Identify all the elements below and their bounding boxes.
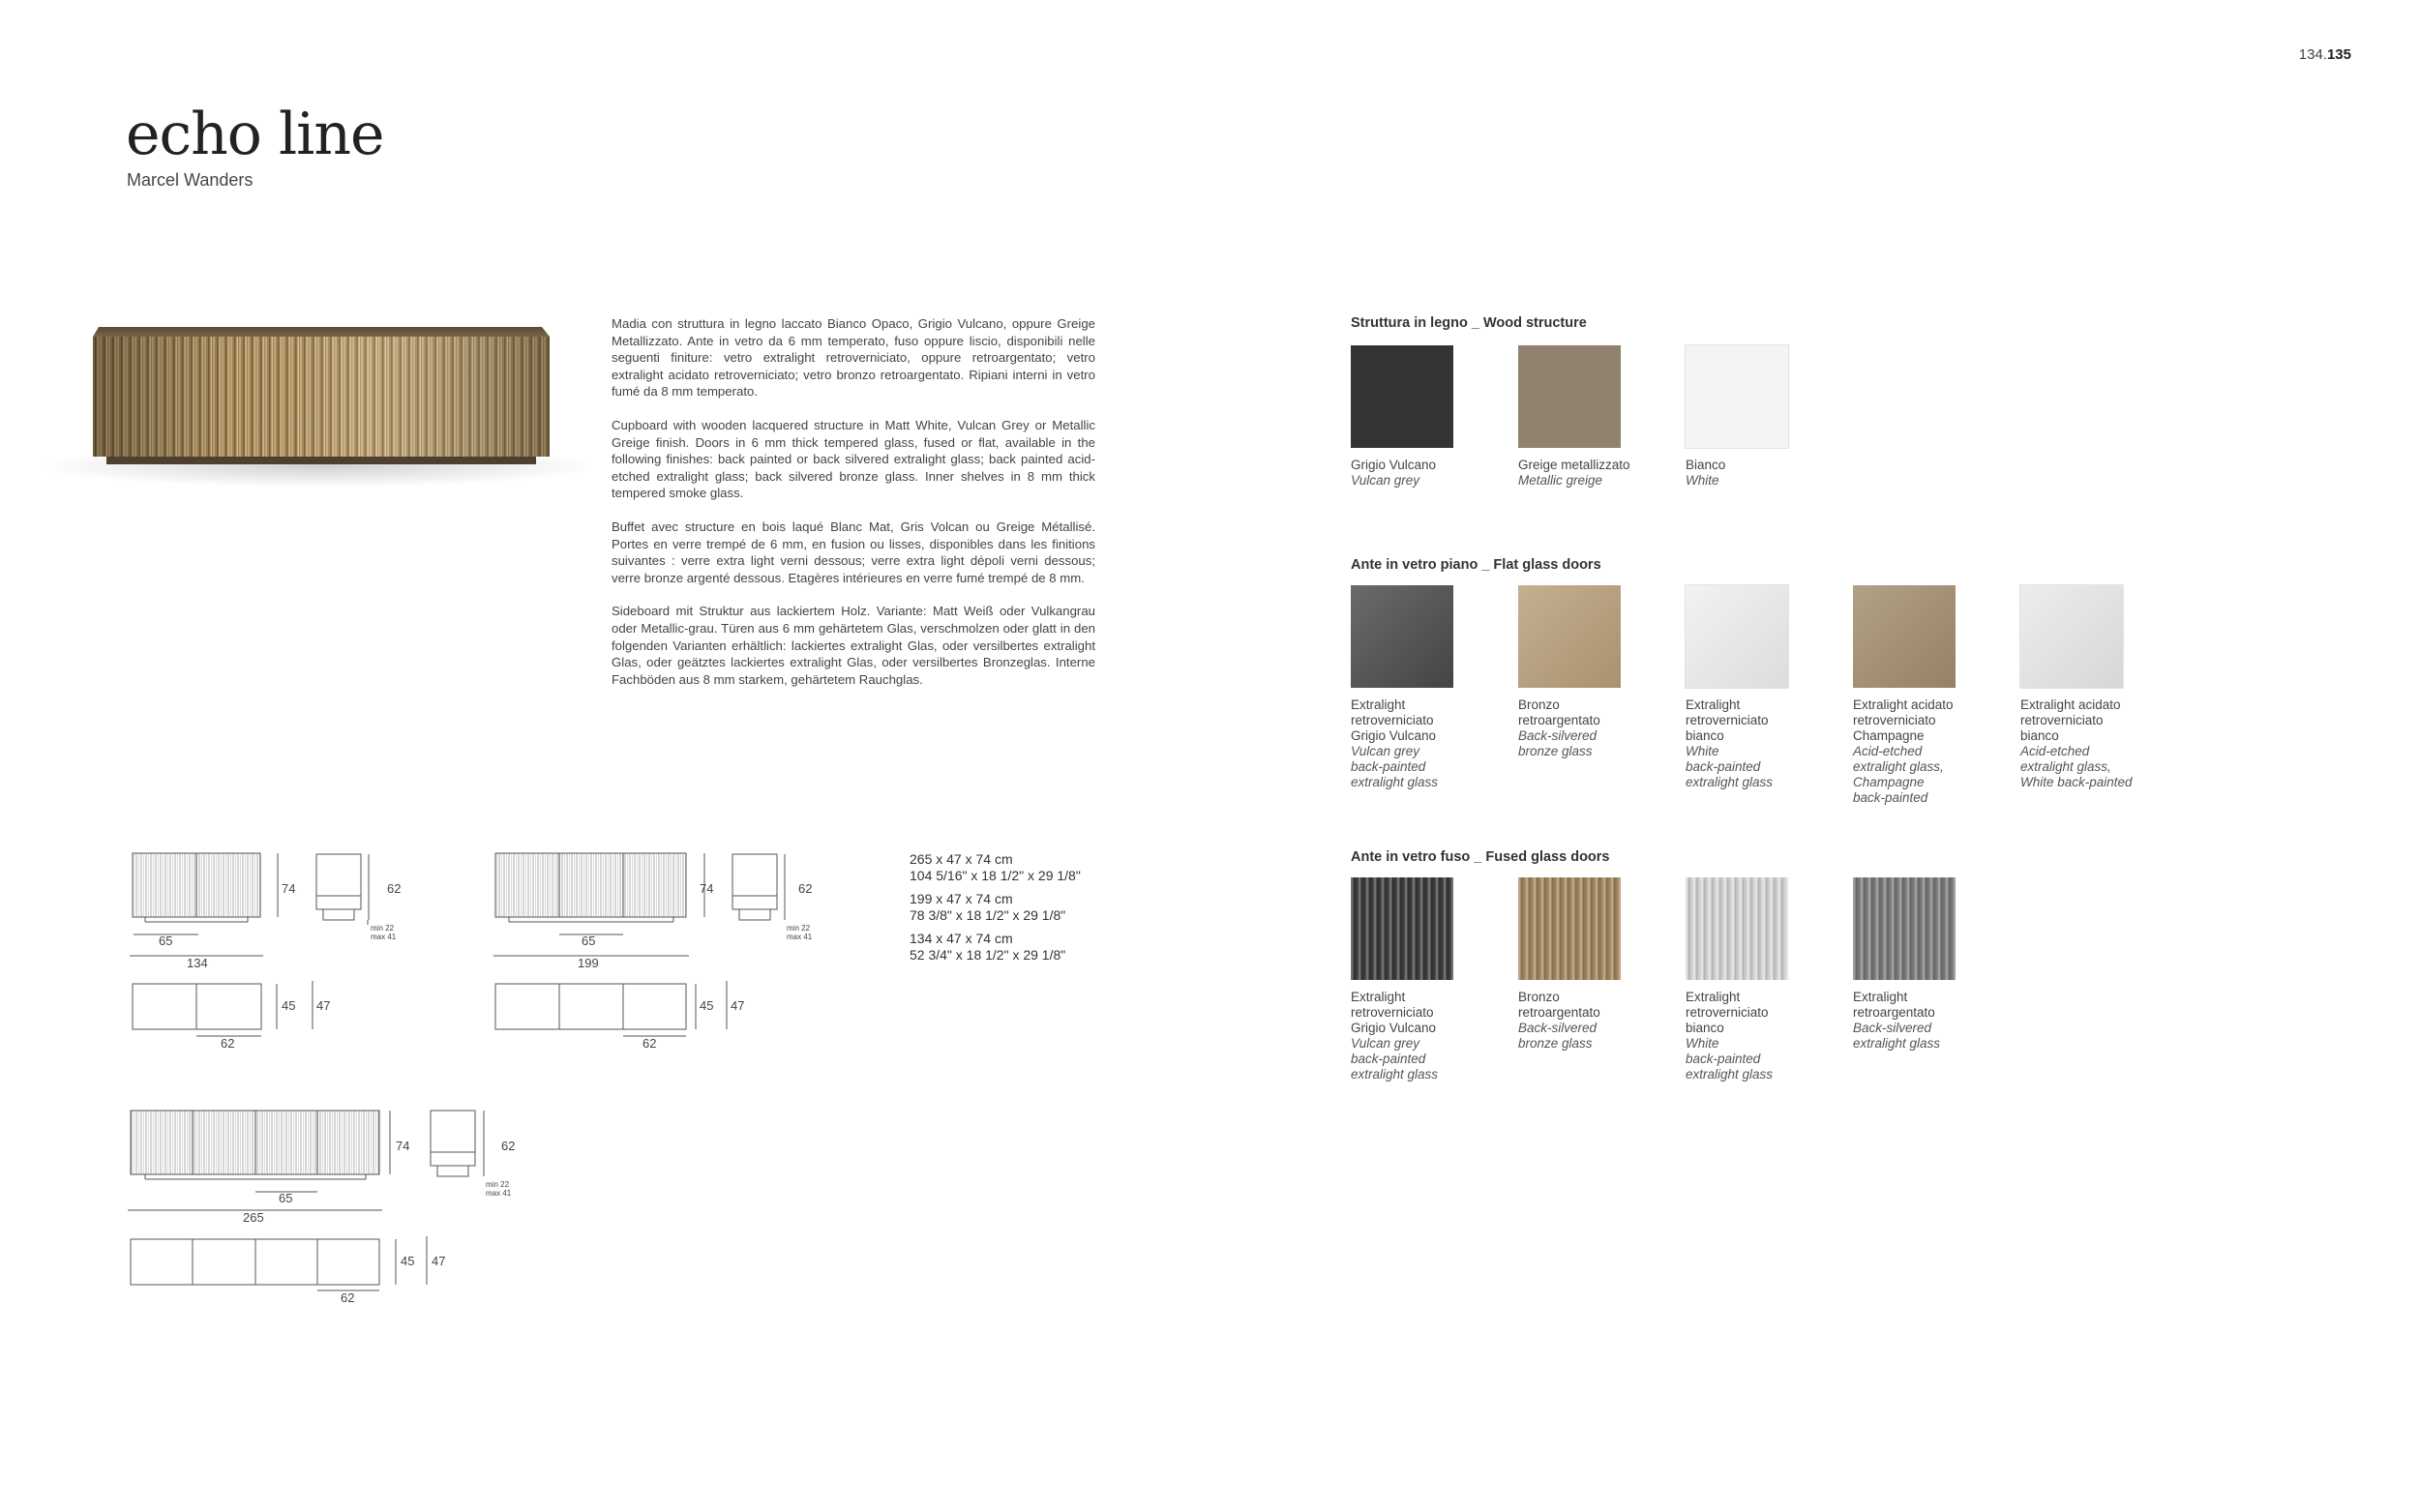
- dim-min: min 22: [486, 1180, 510, 1189]
- dim-min: min 22: [371, 924, 395, 933]
- description-de: Sideboard mit Struktur aus lackiertem Holz. Variante: Matt Weiß oder Vulkangrau oder Metallic-grau. Türen aus 6 mm gehärtetem Glas, verschmolzen oder glatt in den folgenden Varianten erhältlich: lackiertes extralight Glas, oder versilbertes extralight Glas, oder geätztes lackiertes extralight Glas, oder versilbertes Bronzeglas. Interne Fachböden aus 8 mm starkem, gehärtetem Rauchglas.: [612, 604, 1095, 687]
- swatch-label: Extralight retroargentato Back-silvered extralight glass: [1853, 990, 1941, 1051]
- description-it: Madia con struttura in legno laccato Bianco Opaco, Grigio Vulcano, oppure Greige Metallizzato. Ante in vetro da 6 mm temperato, fuso oppure liscio, disponibili nelle seguenti finiture: vetro extralight retroverniciato, oppure retroargentato; vetro extralight acidato retroverniciato; vetro bronzo retroargentato. Ripiani interni in vetro fumé da 8 mm temperato.: [612, 316, 1095, 400]
- dimension-entry: 134 x 47 x 74 cm 52 3/4" x 18 1/2" x 29 1/8": [910, 931, 1066, 963]
- description-fr: Buffet avec structure en bois laqué Blanc Mat, Gris Volcan ou Greige Métallisé. Portes en verre trempé de 6 mm, en fusion ou lisses, disponibles dans les finitions suivantes : verre extra light verni dessous; verre extra light dépoli verni dessous; verre bronze argenté dessous. Etagères intérieures en verre fumé trempé de 8 mm.: [612, 519, 1095, 585]
- swatch-color: [1686, 585, 1788, 688]
- finish-swatch: [1686, 877, 1850, 1082]
- swatch-label: Bronzo retroargentato Back-silvered bronze glass: [1518, 697, 1600, 758]
- finish-swatch: [1686, 585, 1850, 790]
- swatch-color: [1351, 345, 1453, 448]
- dim-door: 65: [159, 934, 173, 948]
- swatch-label: Extralight acidato retroverniciato Champagne Acid-etched extralight glass, Champagne back-painted: [1853, 697, 1954, 805]
- dim-plan: 62: [341, 1290, 355, 1305]
- finish-swatch: [1351, 877, 1515, 1082]
- swatch-label: Bronzo retroargentato Back-silvered bronze glass: [1518, 990, 1600, 1051]
- finish-swatch: [1518, 345, 1683, 489]
- finish-swatch: [1686, 345, 1850, 489]
- finish-swatch: [2020, 585, 2185, 790]
- swatch-label: Extralight retroverniciato Grigio Vulcano Vulcan grey back-painted extralight glass: [1351, 697, 1439, 789]
- dim-depth-b: 47: [731, 998, 745, 1013]
- finish-swatch: [1351, 585, 1515, 790]
- swatch-color: [1351, 585, 1453, 688]
- swatch-color: [1853, 585, 1956, 688]
- dim-plan: 62: [221, 1036, 235, 1051]
- product-title: echo line: [126, 101, 384, 168]
- dimensions-list: [910, 851, 1081, 970]
- swatch-label: Extralight retroverniciato bianco White back-painted extralight glass: [1686, 697, 1774, 789]
- dim-door: 65: [582, 934, 596, 948]
- description-en: Cupboard with wooden lacquered structure in Matt White, Vulcan Grey or Metallic Greige finish. Doors in 6 mm thick tempered glass, fused or flat, available in the following finishes: back painted or back silvered extralight glass; back painted acid-etched extralight glass; back silvered bronze glass. Inner shelves in 8 mm thick tempered smoke glass.: [612, 417, 1095, 501]
- dim-max: max 41: [371, 933, 397, 941]
- dim-width: 134: [187, 956, 208, 970]
- dim-door: 65: [279, 1191, 293, 1205]
- swatch-color: [2020, 585, 2123, 688]
- swatch-color: [1351, 877, 1453, 980]
- dim-side-height: 62: [798, 881, 813, 896]
- dim-depth-b: 47: [432, 1254, 446, 1268]
- finish-swatch: [1853, 877, 2017, 1052]
- dim-min: min 22: [787, 924, 811, 933]
- swatch-label: Extralight retroverniciato bianco White back-painted extralight glass: [1686, 990, 1774, 1082]
- finish-swatch: [1351, 345, 1515, 489]
- dim-height: 74: [396, 1139, 410, 1153]
- wood-structure-heading: Struttura in legno _ Wood structure: [1351, 315, 1587, 331]
- dim-width: 265: [243, 1210, 264, 1225]
- dim-depth-a: 45: [700, 998, 714, 1013]
- swatch-label: Greige metallizzato Metallic greige: [1518, 458, 1630, 488]
- dim-depth-b: 47: [316, 998, 331, 1013]
- dim-height: 74: [700, 881, 714, 896]
- swatch-label: Extralight retroverniciato Grigio Vulcano Vulcan grey back-painted extralight glass: [1351, 990, 1439, 1082]
- flat-glass-heading: Ante in vetro piano _ Flat glass doors: [1351, 557, 1601, 573]
- finish-swatch: [1853, 585, 2017, 806]
- dim-max: max 41: [787, 933, 813, 941]
- dimension-entry: 265 x 47 x 74 cm 104 5/16" x 18 1/2" x 29 1/8": [910, 851, 1081, 883]
- dim-plan: 62: [642, 1036, 657, 1051]
- page-number: 134.135: [2298, 46, 2351, 63]
- swatch-color: [1686, 345, 1788, 448]
- dim-depth-a: 45: [401, 1254, 415, 1268]
- swatch-color: [1518, 877, 1621, 980]
- swatch-label: Grigio Vulcano Vulcan grey: [1351, 458, 1437, 488]
- dim-width: 199: [578, 956, 599, 970]
- dim-side-height: 62: [387, 881, 402, 896]
- dim-depth-a: 45: [282, 998, 296, 1013]
- swatch-label: Bianco White: [1686, 458, 1726, 488]
- dim-height: 74: [282, 881, 296, 896]
- finish-swatch: [1518, 585, 1683, 759]
- designer-name: Marcel Wanders: [127, 170, 254, 190]
- finish-swatch: [1518, 877, 1683, 1052]
- fused-glass-heading: Ante in vetro fuso _ Fused glass doors: [1351, 849, 1610, 865]
- dim-side-height: 62: [501, 1139, 516, 1153]
- swatch-color: [1686, 877, 1788, 980]
- dim-max: max 41: [486, 1189, 512, 1198]
- swatch-color: [1518, 345, 1621, 448]
- swatch-color: [1853, 877, 1956, 980]
- swatch-label: Extralight acidato retroverniciato bianco Acid-etched extralight glass, White back-painted: [2020, 697, 2133, 789]
- swatch-color: [1518, 585, 1621, 688]
- dimension-entry: 199 x 47 x 74 cm 78 3/8" x 18 1/2" x 29 1/8": [910, 891, 1066, 923]
